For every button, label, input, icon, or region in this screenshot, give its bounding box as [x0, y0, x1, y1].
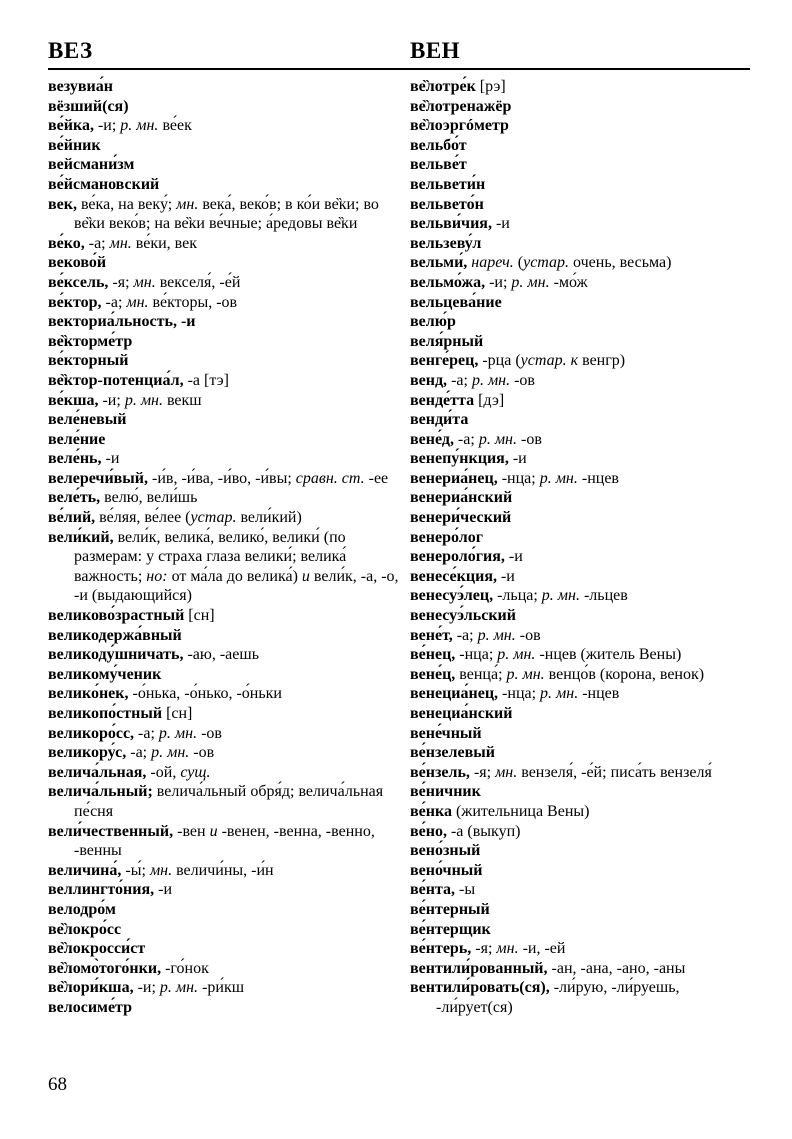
- entry-text: -я;: [108, 273, 134, 291]
- entry-headword: венге́рец,: [410, 352, 479, 370]
- entry-label: но:: [146, 567, 168, 585]
- entry-label: р. мн.: [541, 587, 580, 605]
- entry-label: р. мн.: [477, 626, 516, 644]
- entry-text: -и;: [133, 979, 160, 997]
- entry-text: -а;: [447, 371, 472, 389]
- entry-headword: велича́льная,: [48, 763, 147, 781]
- entry-text: [рэ]: [475, 78, 506, 95]
- entry-headword: вели́кий,: [48, 528, 114, 546]
- entry-text: -ы: [455, 881, 476, 899]
- entry-headword: великору́с,: [48, 744, 127, 762]
- dictionary-entry: [48, 175, 400, 195]
- dictionary-entry: [410, 97, 756, 117]
- dictionary-entry: [410, 763, 756, 783]
- entry-headword: великому́ченик: [48, 665, 162, 683]
- entry-text: -и;: [98, 391, 125, 409]
- entry-label: и: [209, 822, 218, 840]
- dictionary-entry: [48, 645, 400, 665]
- dictionary-entry: [410, 547, 756, 567]
- entry-label: сравн. ст.: [295, 469, 365, 487]
- dictionary-entry: [48, 861, 400, 881]
- entry-text: (: [513, 254, 524, 272]
- dictionary-entry: [48, 743, 400, 763]
- entry-text: [дэ]: [474, 391, 505, 409]
- dictionary-entry: [48, 822, 400, 861]
- entry-headword: ве̏лоэргóметр: [410, 117, 509, 135]
- entry-text: -го́нок: [161, 959, 209, 977]
- dictionary-entry: [410, 410, 756, 430]
- entry-headword: ве̏лотренажёр: [410, 97, 512, 115]
- entry-headword: вене́чный: [410, 724, 482, 742]
- dictionary-entry: [48, 998, 400, 1018]
- entry-label: мн.: [496, 940, 519, 958]
- entry-headword: ве̏ломо̀того́нки,: [48, 959, 162, 977]
- entry-text: -нца;: [497, 469, 540, 487]
- entry-headword: велодро́м: [48, 900, 116, 918]
- entry-headword: ве́нка: [410, 802, 452, 820]
- entry-headword: веково́й: [48, 254, 107, 272]
- dictionary-entry: [410, 822, 756, 842]
- dictionary-entry: [410, 704, 756, 724]
- entry-headword: венд,: [410, 371, 448, 389]
- entry-label: устар. к: [520, 352, 579, 370]
- entry-headword: ве́но,: [410, 822, 447, 840]
- entry-headword: вельзеву́л: [410, 234, 482, 252]
- entry-headword: ве́ко,: [48, 234, 85, 252]
- entry-text: -ов: [189, 744, 215, 762]
- dictionary-entry: [48, 606, 400, 626]
- dictionary-entry: [48, 684, 400, 704]
- entry-text: венцо́в (корона, венок): [544, 665, 705, 683]
- entry-headword: веллингто́ния,: [48, 881, 155, 899]
- dictionary-entry: [48, 978, 400, 998]
- entry-headword: ве́нзель,: [410, 763, 470, 781]
- entry-text: ве́ки, век: [131, 234, 198, 252]
- entry-text: -ов: [515, 626, 541, 644]
- dictionary-entry: [48, 763, 400, 783]
- dictionary-entry: [410, 273, 756, 293]
- entry-headword: ве̏ктор-потенциа́л,: [48, 371, 184, 389]
- entry-text: -венен, -венна, -венно, -венны: [74, 822, 375, 860]
- entry-headword: венериа́нский: [410, 489, 513, 507]
- entry-headword: веле́ние: [48, 430, 106, 448]
- entry-headword: вене́т,: [410, 626, 453, 644]
- entry-text: -и: [491, 215, 510, 233]
- entry-text: вензеля́, -е́й; писа́ть вензеля́: [517, 763, 712, 781]
- entry-text: ве́ек: [158, 117, 192, 135]
- dictionary-entry: [410, 116, 756, 136]
- entry-label: мн.: [109, 234, 132, 252]
- entry-text: векселя́, -е́й: [155, 273, 241, 291]
- entry-label: нареч.: [471, 254, 514, 272]
- entry-text: -ри́кш: [198, 979, 245, 997]
- dictionary-entry: [48, 626, 400, 646]
- entry-headword: велича́льный;: [48, 783, 153, 801]
- entry-text: -и: [496, 567, 515, 585]
- dictionary-entry: [410, 253, 756, 273]
- dictionary-entry: [48, 116, 400, 136]
- entry-text: венгр): [578, 352, 626, 370]
- entry-text: -я;: [471, 940, 497, 958]
- dictionary-entry: [410, 567, 756, 587]
- entry-headword: вене́ц,: [410, 665, 456, 683]
- entry-label: р. мн.: [471, 371, 511, 389]
- entry-headword: венероло́гия,: [410, 548, 505, 566]
- entry-label: мн.: [176, 195, 199, 213]
- entry-text: -льцев: [579, 587, 628, 605]
- entry-headword: ве́йка,: [48, 117, 94, 135]
- entry-headword: ве̏локросси́ст: [48, 940, 146, 958]
- dictionary-entry: [48, 469, 400, 489]
- dictionary-entry: [48, 312, 400, 332]
- entry-headword: венде́тта: [410, 391, 475, 409]
- entry-text: -ов: [197, 724, 222, 742]
- entry-label: р. мн.: [497, 646, 536, 664]
- entry-text: ве́ка, на веку́;: [76, 195, 177, 213]
- dictionary-entry: [48, 939, 400, 959]
- dictionary-entry: [48, 410, 400, 430]
- dictionary-entry: [48, 97, 400, 117]
- entry-text: -и: [154, 881, 173, 899]
- entry-label: сущ.: [180, 763, 211, 781]
- dictionary-entry: [410, 234, 756, 254]
- dictionary-entry: [410, 528, 756, 548]
- entry-headword: вельбо́т: [410, 136, 467, 154]
- dictionary-entry: [410, 214, 756, 234]
- entry-headword: велосиме́тр: [48, 998, 132, 1016]
- left-column: [48, 77, 400, 1018]
- entry-headword: ве́йник: [48, 136, 101, 154]
- entry-headword: веле́ть,: [48, 489, 101, 507]
- entry-headword: ве́нта,: [410, 881, 456, 899]
- dictionary-entry: [410, 978, 756, 1017]
- entry-headword: венециа́нский: [410, 705, 513, 722]
- entry-text: -ой,: [146, 763, 181, 781]
- entry-text: векш: [162, 391, 202, 409]
- dictionary-entry: [410, 155, 756, 175]
- entry-text: -ее: [364, 469, 389, 487]
- dictionary-entry: [48, 234, 400, 254]
- entry-text: -вен: [173, 822, 210, 840]
- entry-text: -и, -ей: [518, 940, 566, 958]
- entry-text: века́, веко́в; в ко́и ве̏ки; во ве̏ки веко́в; на ве̏ки ве́чные; а́редовы ве̏ки: [74, 195, 379, 233]
- right-guide-word: ВЕН: [410, 38, 461, 63]
- entry-text: -и́в, -и́ва, -и́во, -и́вы;: [148, 469, 296, 487]
- dictionary-entry: [410, 469, 756, 489]
- entry-text: -ов: [516, 430, 542, 448]
- dictionary-entry: [410, 175, 756, 195]
- dictionary-entry: [410, 939, 756, 959]
- dictionary-entry: [410, 312, 756, 332]
- entry-headword: ве́ксель,: [48, 273, 109, 291]
- dictionary-entry: [410, 724, 756, 744]
- dictionary-entry: [410, 586, 756, 606]
- entry-label: р. мн.: [120, 117, 159, 135]
- entry-headword: ве́кша,: [48, 391, 99, 409]
- entry-text: -ы́;: [121, 861, 150, 879]
- entry-headword: вено́зный: [410, 842, 481, 860]
- entry-label: р. мн.: [539, 469, 578, 487]
- dictionary-entry: [410, 861, 756, 881]
- dictionary-entry: [410, 351, 756, 371]
- entry-text: вели́к, велика́, велико́, велики́ (по размерам: у страха глаза велики́; велика́ важность;: [74, 528, 347, 585]
- dictionary-entry: [48, 371, 400, 391]
- entry-headword: вельмо́жа,: [410, 273, 486, 291]
- dictionary-entry: [48, 253, 400, 273]
- entry-headword: велю́р: [410, 313, 456, 331]
- entry-text: -о́нька, -о́нько, -о́ньки: [128, 685, 282, 703]
- entry-text: -аю, -аешь: [183, 646, 259, 664]
- entry-headword: венециа́нец,: [410, 685, 499, 703]
- entry-headword: век,: [48, 195, 77, 213]
- entry-headword: вельвети́н: [410, 175, 486, 193]
- entry-headword: ве̏кторме́тр: [48, 332, 133, 350]
- entry-headword: ве̏локро́сс: [48, 920, 122, 938]
- entry-headword: велико́нек,: [48, 685, 129, 703]
- entry-text: -нца;: [498, 685, 541, 703]
- dictionary-entry: [48, 273, 400, 293]
- entry-text: ве́ляя, ве́лее (: [95, 509, 191, 527]
- entry-headword: венесуэ́лец,: [410, 587, 494, 605]
- entry-text: -и: [504, 548, 523, 566]
- dictionary-entry: [410, 77, 756, 97]
- entry-headword: венди́та: [410, 411, 469, 429]
- entry-text: -мо́ж: [549, 273, 588, 291]
- entry-headword: ве́нтерный: [410, 900, 490, 918]
- dictionary-entry: [48, 136, 400, 156]
- entry-label: р. мн.: [478, 430, 517, 448]
- entry-text: вели́кий): [236, 509, 302, 527]
- entry-headword: вельве́т: [410, 156, 467, 174]
- dictionary-entry: [48, 920, 400, 940]
- entry-headword: ве̏лори́кша,: [48, 979, 134, 997]
- entry-headword: вели́чественный,: [48, 822, 174, 840]
- entry-headword: вентили́ровать(ся),: [410, 979, 550, 997]
- left-guide-word: ВЕЗ: [48, 38, 93, 63]
- entry-headword: ве́лий,: [48, 509, 96, 527]
- dictionary-entry: [48, 351, 400, 371]
- dictionary-entry: [48, 900, 400, 920]
- entry-headword: венепу́нкция,: [410, 450, 509, 468]
- dictionary-entry: [410, 782, 756, 802]
- entry-headword: ве́нтерь,: [410, 940, 472, 958]
- entry-headword: веля́рный: [410, 332, 484, 350]
- entry-text: ве́кторы, -ов: [148, 293, 238, 311]
- dictionary-entry: [410, 606, 756, 626]
- entry-headword: венеро́лог: [410, 528, 483, 546]
- entry-label: мн.: [149, 861, 173, 879]
- entry-text: величи́ны, -и́н: [172, 861, 274, 879]
- entry-label: и: [301, 567, 310, 585]
- right-column: [410, 77, 756, 1018]
- entry-headword: вено́чный: [410, 861, 483, 879]
- entry-text: -и: [508, 450, 527, 468]
- entry-label: устар.: [190, 509, 237, 527]
- entry-headword: великово́зрастный: [48, 607, 185, 625]
- entry-text: -а;: [134, 724, 159, 742]
- entry-headword: вейсмани́зм: [48, 156, 135, 174]
- dictionary-entry: [410, 802, 756, 822]
- entry-text: от ма́ла до велика́): [167, 567, 302, 585]
- entry-label: устар.: [523, 254, 570, 272]
- entry-text: -а;: [101, 293, 127, 311]
- entry-headword: веле́нь,: [48, 450, 102, 468]
- dictionary-entry: [48, 488, 400, 508]
- entry-text: -нцев (житель Вены): [535, 646, 682, 664]
- dictionary-entry: [410, 900, 756, 920]
- dictionary-entry: [410, 841, 756, 861]
- entry-headword: веле́невый: [48, 411, 127, 429]
- entry-label: р. мн.: [506, 665, 545, 683]
- entry-headword: вельвето́н: [410, 195, 484, 213]
- entry-label: мн.: [495, 763, 518, 781]
- entry-label: р. мн.: [151, 744, 190, 762]
- entry-headword: ве́нзелевый: [410, 744, 495, 762]
- dictionary-entry: [48, 528, 400, 606]
- dictionary-entry: [410, 293, 756, 313]
- entry-headword: ве́нтерщик: [410, 920, 491, 938]
- entry-label: р. мн.: [159, 979, 199, 997]
- entry-text: -ан, -ана, -ано, -аны: [547, 959, 686, 977]
- entry-text: -а;: [126, 744, 152, 762]
- page-number: 68: [48, 1074, 67, 1095]
- dictionary-entry: [48, 724, 400, 744]
- entry-text: очень, весьма): [569, 254, 672, 272]
- entry-headword: величина́,: [48, 861, 122, 879]
- dictionary-entry: [410, 488, 756, 508]
- entry-headword: великоду́шничать,: [48, 646, 184, 664]
- entry-text: -нцев: [578, 685, 620, 703]
- entry-headword: венери́ческий: [410, 509, 512, 527]
- dictionary-entry: [48, 332, 400, 352]
- dictionary-entry: [410, 371, 756, 391]
- dictionary-entry: [48, 959, 400, 979]
- dictionary-entry: [410, 626, 756, 646]
- entry-text: -и;: [93, 117, 121, 135]
- entry-headword: венесе́кция,: [410, 567, 497, 585]
- dictionary-entry: [48, 782, 400, 821]
- entry-text: -ов: [510, 371, 535, 389]
- entry-headword: вельми́,: [410, 254, 468, 272]
- entry-text: -а;: [452, 626, 478, 644]
- entry-headword: великодержа́вный: [48, 626, 182, 644]
- dictionary-entry: [410, 430, 756, 450]
- entry-headword: вёзший(ся): [48, 97, 129, 115]
- entry-headword: вене́д,: [410, 430, 454, 448]
- entry-text: -нцев: [577, 469, 619, 487]
- entry-headword: везувиа́н: [48, 78, 113, 95]
- entry-text: [сн]: [162, 705, 193, 722]
- entry-label: мн.: [126, 293, 149, 311]
- entry-label: р. мн.: [124, 391, 163, 409]
- entry-text: -рца (: [478, 352, 521, 370]
- entry-text: -а;: [84, 234, 110, 252]
- entry-text: велю́, вели́шь: [100, 489, 198, 507]
- dictionary-entry: [48, 77, 400, 97]
- entry-headword: ве́нец,: [410, 646, 456, 664]
- dictionary-entry: [48, 430, 400, 450]
- dictionary-entry: [48, 155, 400, 175]
- entry-headword: вельцева́ние: [410, 293, 502, 311]
- dictionary-entry: [48, 665, 400, 685]
- dictionary-entry: [410, 880, 756, 900]
- dictionary-entry: [410, 920, 756, 940]
- dictionary-entry: [410, 195, 756, 215]
- entry-headword: венериа́нец,: [410, 469, 498, 487]
- entry-text: венца́;: [455, 665, 507, 683]
- entry-headword: велеречи́вый,: [48, 469, 149, 487]
- dictionary-entry: [48, 508, 400, 528]
- dictionary-entry: [48, 195, 400, 234]
- entry-headword: ве́кторный: [48, 352, 129, 370]
- entry-headword: великопо́стный: [48, 705, 163, 722]
- entry-label: мн.: [133, 273, 156, 291]
- dictionary-entry: [48, 880, 400, 900]
- dictionary-entry: [410, 391, 756, 411]
- dictionary-entry: [48, 293, 400, 313]
- entry-text: -льца;: [493, 587, 542, 605]
- entry-label: р. мн.: [540, 685, 579, 703]
- entry-headword: векториа́льность, -и: [48, 313, 196, 331]
- entry-headword: вельви́чия,: [410, 215, 492, 233]
- dictionary-entry: [410, 645, 756, 665]
- entry-text: (жительница Вены): [451, 802, 590, 820]
- entry-text: -я;: [469, 763, 496, 781]
- entry-text: [сн]: [184, 607, 215, 625]
- dictionary-entry: [410, 508, 756, 528]
- entry-headword: ве̏лотре́к: [410, 78, 476, 95]
- entry-headword: ве́ничник: [410, 783, 481, 801]
- dictionary-entry: [410, 136, 756, 156]
- dictionary-entry: [48, 704, 400, 724]
- dictionary-entry: [48, 391, 400, 411]
- dictionary-entry: [410, 959, 756, 979]
- entry-text: -а;: [453, 430, 479, 448]
- dictionary-entry: [410, 684, 756, 704]
- dictionary-entry: [410, 332, 756, 352]
- entry-headword: ве́ктор,: [48, 293, 102, 311]
- dictionary-entry: [48, 449, 400, 469]
- dictionary-entry: [410, 743, 756, 763]
- entry-text: -и: [101, 450, 120, 468]
- entry-headword: великоро́сс,: [48, 724, 135, 742]
- entry-text: -а (выкуп): [446, 822, 521, 840]
- entry-label: р. мн.: [511, 273, 550, 291]
- entry-text: -а [тэ]: [183, 371, 229, 389]
- entry-text: -и;: [485, 273, 512, 291]
- dictionary-entry: [410, 449, 756, 469]
- entry-headword: вентили́рованный,: [410, 959, 548, 977]
- running-header: [48, 38, 750, 70]
- entry-text: -ли́рую, -ли́руешь, -ли́рует(ся): [436, 979, 680, 1016]
- entry-headword: венесуэ́льский: [410, 607, 516, 625]
- entry-headword: ве́йсмановский: [48, 175, 160, 193]
- entry-text: -нца;: [455, 646, 498, 664]
- dictionary-entry: [410, 665, 756, 685]
- entry-label: р. мн.: [158, 724, 198, 742]
- entry-text: велича́льный обря́д; велича́льная пе́сня: [74, 783, 384, 820]
- entry-text: вели́к, -а, -о, -и (выдающийся): [74, 567, 399, 605]
